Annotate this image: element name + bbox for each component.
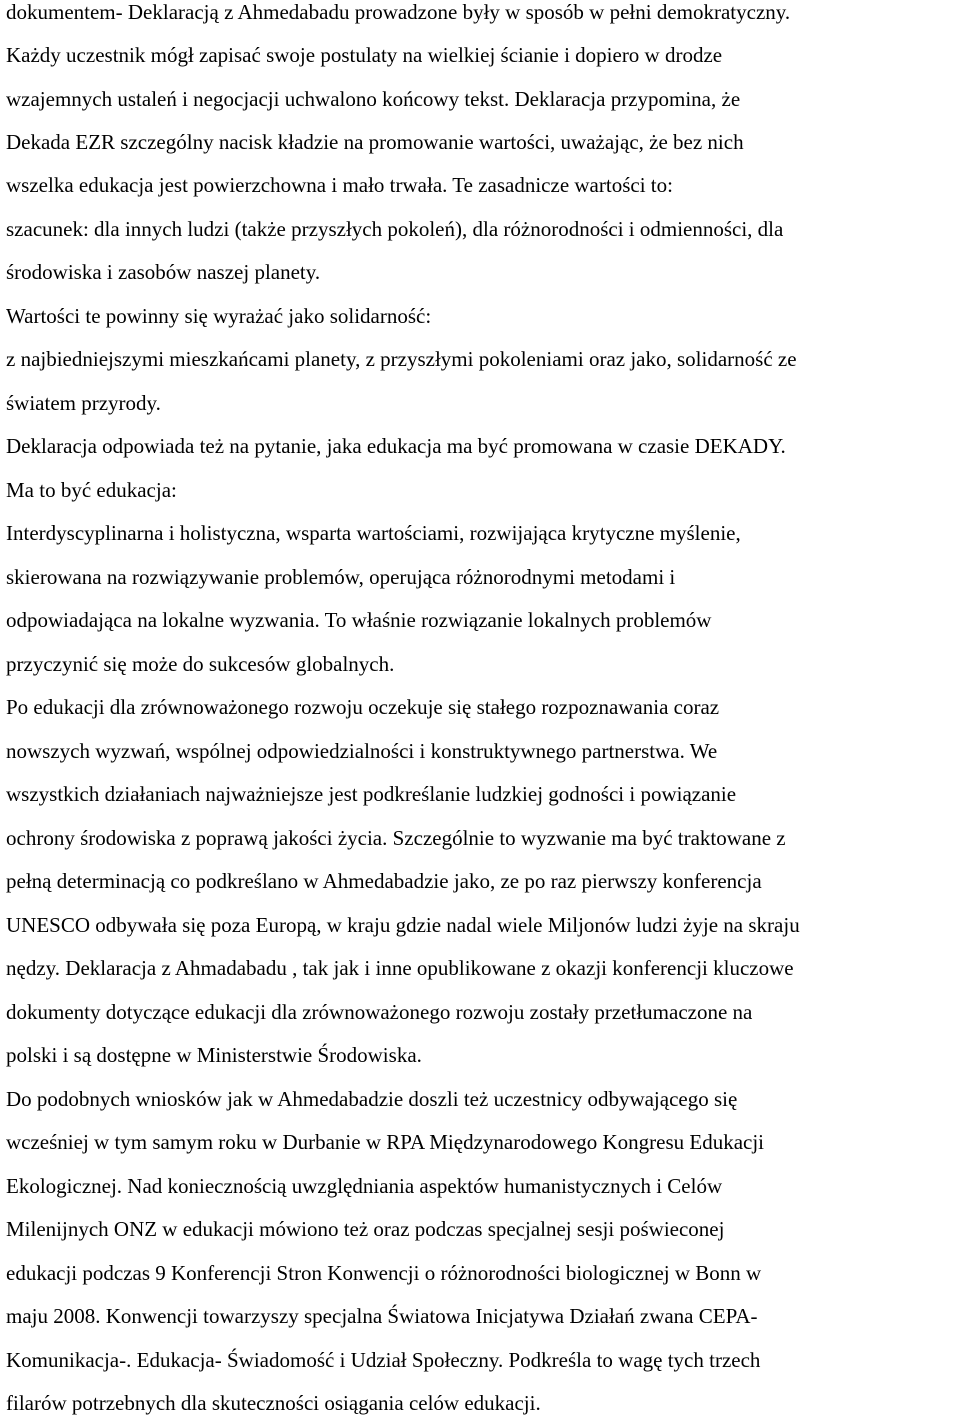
text-line: skierowana na rozwiązywanie problemów, operująca różnorodnymi metodami i: [6, 565, 676, 589]
text-line: Komunikacja-. Edukacja- Świadomość i Udział Społeczny. Podkreśla to wagę tych trzech: [6, 1348, 761, 1372]
text-line: dokumenty dotyczące edukacji dla zrównoważonego rozwoju zostały przetłumaczone na: [6, 1000, 753, 1024]
text-line: przyczynić się może do sukcesów globalnych.: [6, 652, 395, 676]
text-line: filarów potrzebnych dla skuteczności osiągania celów edukacji.: [6, 1391, 541, 1415]
text-line: polski i są dostępne w Ministerstwie Środowiska.: [6, 1043, 422, 1067]
text-line: światem przyrody.: [6, 391, 161, 415]
text-line: pełną determinacją co podkreślano w Ahmedabadzie jako, ze po raz pierwszy konferencja: [6, 869, 762, 893]
text-line: Ekologicznej. Nad koniecznością uwzględniania aspektów humanistycznych i Celów: [6, 1174, 723, 1198]
text-line: Po edukacji dla zrównoważonego rozwoju oczekuje się stałego rozpoznawania coraz: [6, 695, 720, 719]
text-line: wszystkich działaniach najważniejsze jest podkreślanie ludzkiej godności i powiązanie: [6, 782, 737, 806]
text-line: nowszych wyzwań, wspólnej odpowiedzialności i konstruktywnego partnerstwa. We: [6, 739, 718, 763]
text-line: Deklaracja odpowiada też na pytanie, jaka edukacja ma być promowana w czasie DEKADY.: [6, 434, 786, 458]
text-line: wcześniej w tym samym roku w Durbanie w RPA Międzynarodowego Kongresu Edukacji: [6, 1130, 764, 1154]
text-line: UNESCO odbywała się poza Europą, w kraju gdzie nadal wiele Miljonów ludzi żyje na skraju: [6, 913, 800, 937]
text-line: Do podobnych wniosków jak w Ahmedabadzie doszli też uczestnicy odbywającego się: [6, 1087, 738, 1111]
text-line: Interdyscyplinarna i holistyczna, wsparta wartościami, rozwijająca krytyczne myślenie,: [6, 521, 741, 545]
text-line: dokumentem- Deklaracją z Ahmedabadu prowadzone były w sposób w pełni demokratyczny.: [6, 0, 791, 24]
text-line: wszelka edukacja jest powierzchowna i mało trwała. Te zasadnicze wartości to:: [6, 173, 673, 197]
text-line: Dekada EZR szczególny nacisk kładzie na promowanie wartości, uważając, że bez nich: [6, 130, 744, 154]
text-line: maju 2008. Konwencji towarzyszy specjalna Światowa Inicjatywa Działań zwana CEPA-: [6, 1304, 758, 1328]
text-line: odpowiadająca na lokalne wyzwania. To właśnie rozwiązanie lokalnych problemów: [6, 608, 712, 632]
text-line: środowiska i zasobów naszej planety.: [6, 260, 321, 284]
text-line: z najbiedniejszymi mieszkańcami planety, z przyszłymi pokoleniami oraz jako, solidarność ze: [6, 347, 797, 371]
text-line: Ma to być edukacja:: [6, 478, 177, 502]
text-line: Milenijnych ONZ w edukacji mówiono też oraz podczas specjalnej sesji poświeconej: [6, 1217, 725, 1241]
text-line: szacunek: dla innych ludzi (także przyszłych pokoleń), dla różnorodności i odmienności, dla: [6, 217, 784, 241]
text-line: nędzy. Deklaracja z Ahmadabadu , tak jak i inne opublikowane z okazji konferencji kluczowe: [6, 956, 794, 980]
text-line: wzajemnych ustaleń i negocjacji uchwalono końcowy tekst. Deklaracja przypomina, że: [6, 87, 741, 111]
text-line: Każdy uczestnik mógł zapisać swoje postulaty na wielkiej ścianie i dopiero w drodze: [6, 43, 723, 67]
text-line: edukacji podczas 9 Konferencji Stron Konwencji o różnorodności biologicznej w Bonn w: [6, 1261, 762, 1285]
text-line: ochrony środowiska z poprawą jakości życia. Szczególnie to wyzwanie ma być traktowane z: [6, 826, 786, 850]
text-line: Wartości te powinny się wyrażać jako solidarność:: [6, 304, 432, 328]
